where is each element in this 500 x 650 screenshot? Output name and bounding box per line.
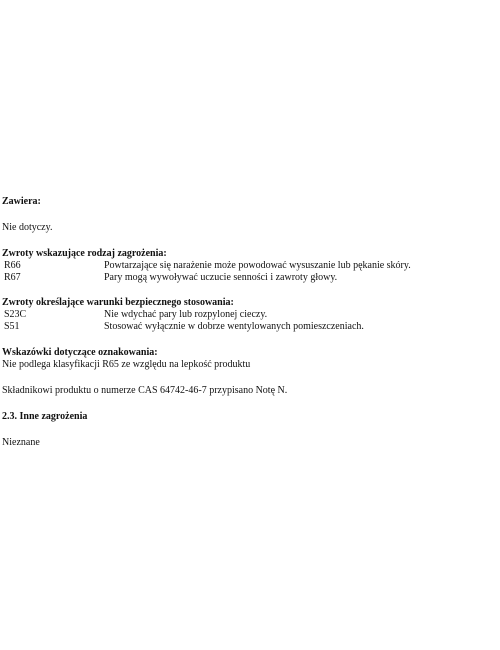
other-hazards-text: Nieznane <box>2 437 40 448</box>
hazard-text-r67: Pary mogą wywoływać uczucie senności i zawroty głowy. <box>104 272 338 283</box>
safety-text-s51: Stosować wyłącznie w dobrze wentylowanych pomieszczeniach. <box>104 321 364 332</box>
hazard-phrases-heading: Zwroty wskazujące rodzaj zagrożenia: <box>2 248 167 259</box>
safety-text-s23c: Nie wdychać pary lub rozpylonej cieczy. <box>104 309 268 320</box>
contains-heading: Zawiera: <box>2 196 41 207</box>
contains-text: Nie dotyczy. <box>2 222 53 233</box>
labelling-line-2: Składnikowi produktu o numerze CAS 64742-46-7 przypisano Notę N. <box>2 385 288 396</box>
safety-code-s51: S51 <box>4 321 20 332</box>
labelling-line-1: Nie podlega klasyfikacji R65 ze względu na lepkość produktu <box>2 359 251 370</box>
hazard-code-r67: R67 <box>4 272 21 283</box>
hazard-text-r66: Powtarzające się narażenie może powodować wysuszanie lub pękanie skóry. <box>104 260 411 271</box>
safety-code-s23c: S23C <box>4 309 27 320</box>
other-hazards-heading: 2.3. Inne zagrożenia <box>2 411 88 422</box>
safety-phrases-heading: Zwroty określające warunki bezpiecznego stosowania: <box>2 297 234 308</box>
hazard-code-r66: R66 <box>4 260 21 271</box>
labelling-heading: Wskazówki dotyczące oznakowania: <box>2 347 158 358</box>
